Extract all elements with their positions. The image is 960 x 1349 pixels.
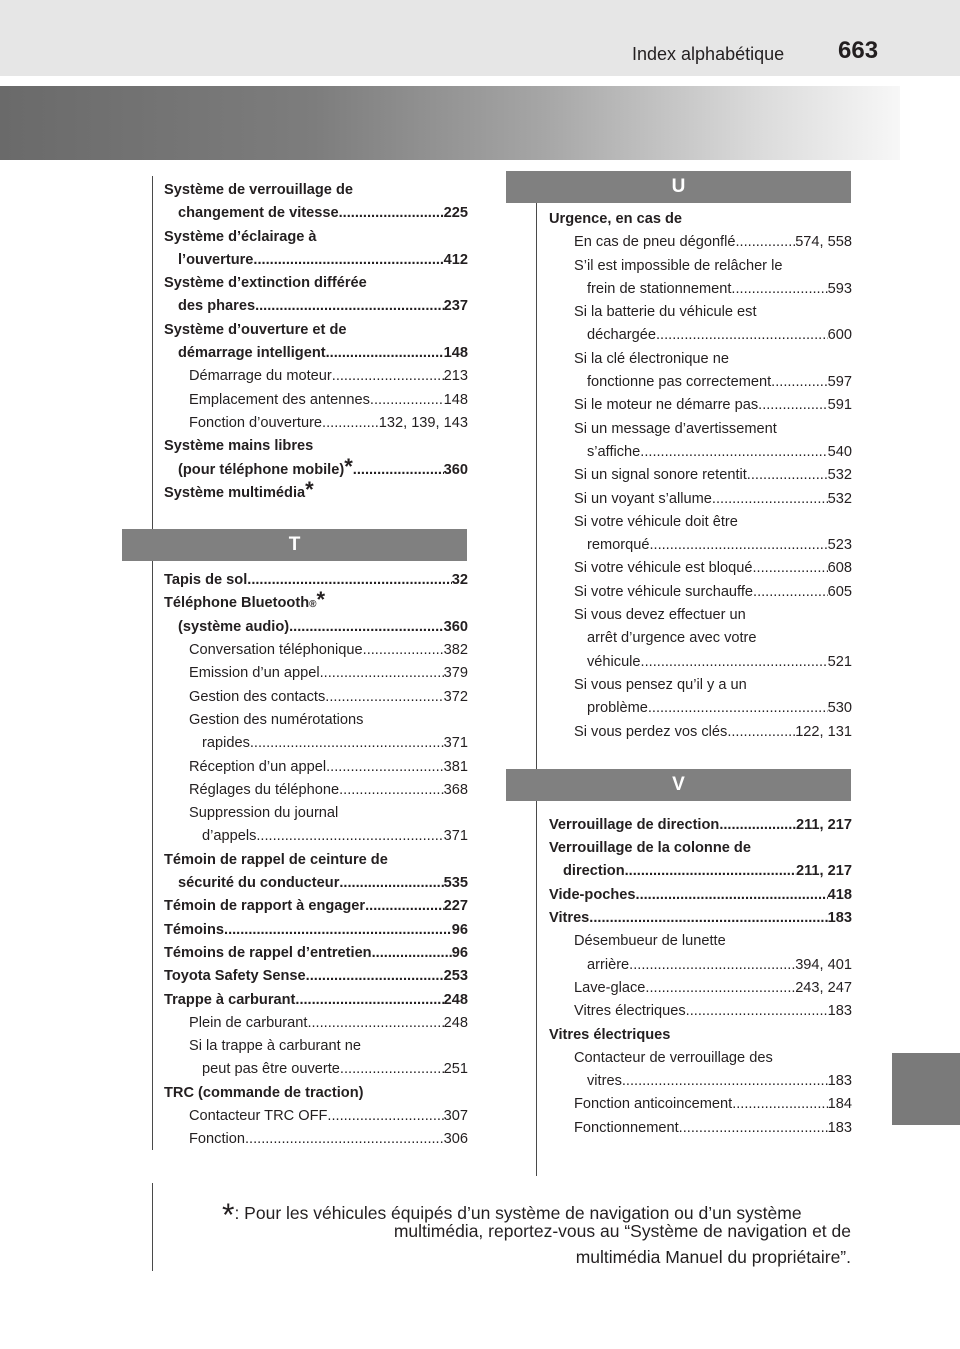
page-reference: 371 (443, 735, 468, 752)
dot-leader (747, 464, 828, 487)
index-column-right (549, 208, 852, 1140)
dot-leader (758, 394, 828, 417)
entry-label: arrière (587, 956, 630, 973)
index-entry (549, 1093, 852, 1116)
dot-leader (370, 389, 444, 412)
page-reference: 183 (827, 1119, 852, 1136)
page-reference: 183 (827, 910, 852, 927)
dot-leader (365, 895, 444, 918)
index-entry: Téléphone Bluetooth ® * (164, 592, 468, 615)
entry-label: Gestion des numérotations (189, 711, 364, 728)
index-entry (549, 814, 852, 837)
index-entry (549, 511, 852, 534)
entry-label: Toyota Safety Sense (164, 968, 306, 985)
entry-label: Plein de carburant (189, 1014, 308, 1031)
dot-leader (636, 884, 828, 907)
dot-leader (625, 860, 796, 883)
entry-label: (pour téléphone mobile) (178, 461, 345, 478)
index-entry (549, 464, 852, 487)
page-reference: 213 (443, 368, 468, 385)
dot-leader (327, 1105, 443, 1128)
page-reference: 600 (827, 327, 852, 344)
entry-label: Si votre véhicule est bloqué (574, 560, 753, 577)
entry-label: sécurité du conducteur (178, 875, 340, 892)
index-entry (549, 301, 852, 324)
entry-label: frein de stationnement (587, 280, 732, 297)
page-reference: 372 (443, 688, 468, 705)
dot-leader (224, 919, 452, 942)
entry-label: Verrouillage de la colonne de (549, 840, 751, 857)
dot-leader (256, 825, 443, 848)
index-entry (164, 732, 468, 755)
section-header-u: U (506, 171, 851, 203)
entry-label: arrêt d’urgence avec votre (587, 630, 757, 647)
index-entry (164, 965, 468, 988)
dot-leader (247, 569, 452, 592)
entry-label: Verrouillage de direction (549, 816, 720, 833)
index-entry (549, 977, 852, 1000)
entry-label: des phares (178, 298, 256, 315)
footnote-line-3: multimédia Manuel du propriétaire”. (575, 1247, 851, 1267)
index-entry (164, 849, 468, 872)
index-entry (549, 697, 852, 720)
page-reference: 96 (451, 921, 468, 938)
page-reference: 306 (443, 1131, 468, 1148)
index-entry: Système multimédia * (164, 482, 468, 505)
entry-label: Système de verrouillage de (164, 182, 353, 198)
dot-leader (322, 412, 379, 435)
entry-label: fonctionne pas correctement (587, 374, 772, 391)
page-reference: 248 (443, 1014, 468, 1031)
section-gap (549, 744, 852, 814)
index-entry (549, 1117, 852, 1140)
index-entry (549, 674, 852, 697)
entry-label: Si un signal sonore retentit (574, 467, 747, 484)
entry-label: Vitres électriques (574, 1003, 686, 1020)
entry-label: Si le moteur ne démarre pas (574, 397, 759, 414)
dot-leader (629, 954, 795, 977)
page-reference: 360 (443, 618, 468, 635)
entry-label: s’affiche (587, 443, 641, 460)
dot-leader (253, 249, 443, 272)
entry-label: Système d’éclairage à (164, 228, 317, 245)
page-reference: 96 (451, 944, 468, 961)
index-entry (164, 662, 468, 685)
index-entry (164, 1082, 468, 1105)
entry-label: déchargée (587, 327, 656, 344)
index-entry (164, 226, 468, 249)
index-entry (164, 319, 468, 342)
entry-label: Si un voyant s’allume (574, 490, 712, 507)
dot-leader (641, 651, 828, 674)
entry-label: Système mains libres (164, 438, 314, 455)
page-reference: 530 (827, 700, 852, 717)
page-reference: 148 (443, 391, 468, 408)
index-entry (164, 802, 468, 825)
entry-label: Vitres (549, 910, 590, 927)
entry-label: Témoin de rappel de ceinture de (164, 851, 388, 868)
entry-label: Gestion des contacts (189, 688, 326, 705)
dot-leader (295, 989, 443, 1012)
page-reference: 394, 401 (795, 956, 852, 973)
footnote-text-1: : Pour les véhicules équipés d’un système de navigation ou d’un système (234, 1203, 802, 1223)
index-entry (549, 651, 852, 674)
page-reference: 211, 217 (795, 863, 852, 880)
header-title: Index alphabétique (632, 44, 785, 64)
entry-label: changement de vitesse (178, 205, 339, 222)
index-entry (549, 627, 852, 650)
entry-label: (système audio) (178, 618, 290, 635)
entry-label: remorqué (587, 537, 650, 554)
page-reference: 371 (443, 828, 468, 845)
dot-leader (306, 965, 444, 988)
dot-leader (245, 1128, 444, 1151)
page-reference: 540 (827, 443, 852, 460)
dot-leader (727, 721, 795, 744)
entry-label: Contacteur de verrouillage des (574, 1049, 773, 1066)
index-entry (164, 1035, 468, 1058)
dot-leader (686, 1000, 828, 1023)
column-divider-left (152, 176, 153, 530)
index-entry (164, 1128, 468, 1151)
entry-label: Urgence, en cas de (549, 211, 683, 227)
index-entry (164, 412, 468, 435)
entry-label: Réception d’un appel (189, 758, 327, 775)
index-entry (164, 1105, 468, 1128)
entry-label: Fonction anticoincement (574, 1096, 733, 1113)
index-entry (549, 394, 852, 417)
index-entry (549, 231, 852, 254)
index-entry (164, 709, 468, 732)
dot-leader (326, 756, 444, 779)
index-entry (549, 324, 852, 347)
dot-leader (732, 1093, 827, 1116)
index-entry (549, 954, 852, 977)
index-entry (549, 884, 852, 907)
entry-label: véhicule (587, 653, 641, 670)
page-reference: 225 (443, 205, 468, 222)
index-entry: (pour téléphone mobile) * ..... 360 (164, 459, 468, 482)
entry-label: vitres (587, 1073, 622, 1090)
dot-leader (640, 441, 827, 464)
footnote-asterisk: * (222, 1197, 235, 1233)
entry-label: En cas de pneu dégonflé (574, 234, 736, 251)
entry-label: Vitres électriques (549, 1026, 671, 1043)
index-entry (164, 872, 468, 895)
dot-leader (645, 977, 795, 1000)
entry-label: Fonctionnement (574, 1119, 679, 1136)
dot-leader (719, 814, 796, 837)
page-reference: 132, 139, 143 (378, 414, 468, 431)
entry-label: Si la batterie du véhicule est (574, 304, 757, 321)
entry-label: Conversation téléphonique (189, 642, 363, 659)
page-reference: 605 (827, 583, 852, 600)
dot-leader (372, 942, 452, 965)
header-banner (0, 86, 900, 160)
page-reference: 523 (827, 537, 852, 554)
entry-label: Téléphone Bluetooth (164, 595, 310, 612)
entry-label: Fonction d’ouverture (189, 414, 323, 431)
dot-leader (589, 907, 827, 930)
dot-leader (307, 1012, 443, 1035)
entry-label: Témoins de rappel d’entretien (164, 944, 372, 961)
index-entry (549, 488, 852, 511)
entry-label: Emission d’un appel (189, 665, 320, 682)
entry-label: Réglages du téléphone (189, 781, 340, 798)
page-reference: 32 (451, 572, 468, 589)
index-entry (164, 365, 468, 388)
dot-leader (353, 459, 444, 482)
index-entry (164, 639, 468, 662)
index-column-left (164, 179, 468, 1152)
page-reference: 307 (443, 1107, 468, 1124)
index-entry (549, 930, 852, 953)
index-entry (549, 1070, 852, 1093)
section-gap (164, 505, 468, 569)
entry-label: S’il est impossible de relâcher le (574, 257, 783, 274)
page-reference: 412 (443, 251, 468, 268)
entry-label: Système d’ouverture et de (164, 321, 347, 338)
page-reference: 368 (443, 781, 468, 798)
page-reference: 521 (827, 653, 852, 670)
index-entry (164, 756, 468, 779)
index-entry (164, 989, 468, 1012)
dot-leader (332, 365, 444, 388)
entry-label: Vide-poches (549, 886, 636, 903)
index-entry (164, 616, 468, 639)
entry-label: Lave-glace (574, 979, 646, 996)
dot-leader (771, 371, 827, 394)
page-reference: 253 (443, 968, 468, 985)
entry-label: Contacteur TRC OFF (189, 1107, 328, 1124)
index-entry (549, 441, 852, 464)
section-header-v: V (506, 769, 851, 801)
dot-leader (339, 872, 443, 895)
entry-label: Si vous perdez vos clés (574, 723, 728, 740)
index-entry (549, 1047, 852, 1070)
index-entry (549, 907, 852, 930)
index-entry (164, 895, 468, 918)
index-entry (549, 418, 852, 441)
page-reference: 381 (443, 758, 468, 775)
page-reference: 418 (827, 886, 852, 903)
entry-label: démarrage intelligent (178, 345, 326, 362)
index-entry (164, 919, 468, 942)
dot-leader (735, 231, 795, 254)
footnote-divider (152, 1183, 153, 1271)
entry-label: d’appels (202, 828, 257, 845)
index-entry (549, 860, 852, 883)
index-entry (164, 779, 468, 802)
dot-leader (679, 1117, 828, 1140)
dot-leader (752, 557, 827, 580)
index-entry (164, 435, 468, 458)
page-reference: 532 (827, 467, 852, 484)
dot-leader (649, 534, 827, 557)
index-entry (164, 686, 468, 709)
page-reference: 591 (827, 397, 852, 414)
entry-label: Si votre véhicule doit être (574, 513, 738, 530)
dot-leader (648, 697, 828, 720)
dot-leader (250, 732, 444, 755)
page-reference: 535 (443, 875, 468, 892)
index-entry (164, 295, 468, 318)
entry-label: Trappe à carburant (164, 991, 296, 1008)
entry-label: Système multimédia (164, 484, 306, 501)
page-reference: 360 (443, 461, 468, 478)
index-entry (164, 202, 468, 225)
index-entry (549, 1000, 852, 1023)
entry-label: Démarrage du moteur (189, 368, 332, 385)
dot-leader (320, 662, 444, 685)
index-entry (549, 581, 852, 604)
index-entry (164, 179, 468, 202)
header-bar (0, 0, 960, 76)
page-reference: 122, 131 (795, 723, 852, 740)
index-entry (164, 1058, 468, 1081)
dot-leader (326, 342, 444, 365)
entry-label: Si un message d’avertissement (574, 420, 777, 437)
footnote-line-2: multimédia, reportez-vous au “Système de navigation et de (393, 1221, 851, 1241)
page-reference: 183 (827, 1003, 852, 1020)
page-reference: 379 (443, 665, 468, 682)
page-reference: 574, 558 (795, 234, 852, 251)
entry-label: l’ouverture (178, 251, 254, 268)
dot-leader (339, 779, 444, 802)
dot-leader (325, 686, 443, 709)
index-entry (549, 348, 852, 371)
dot-leader (731, 278, 827, 301)
index-entry (164, 825, 468, 848)
page-reference: 248 (443, 991, 468, 1008)
entry-label: Si la trappe à carburant ne (189, 1038, 361, 1055)
entry-label: Témoin de rapport à engager (164, 898, 366, 915)
index-entry (549, 255, 852, 278)
dot-leader (289, 616, 444, 639)
entry-label: Désembueur de lunette (574, 933, 726, 950)
page-reference: 597 (827, 374, 852, 391)
index-entry (164, 249, 468, 272)
entry-label: Si vous devez effectuer un (574, 607, 746, 624)
column-divider-left-lower (152, 560, 153, 1150)
index-entry (549, 278, 852, 301)
section-header-t: T (122, 529, 467, 561)
index-entry (549, 1024, 852, 1047)
index-entry (164, 942, 468, 965)
page-reference: 184 (827, 1096, 852, 1113)
index-entry (164, 389, 468, 412)
page-reference: 211, 217 (795, 816, 852, 833)
dot-leader (339, 202, 444, 225)
entry-label: peut pas être ouverte (202, 1061, 340, 1078)
index-entry (549, 371, 852, 394)
dot-leader (363, 639, 444, 662)
entry-label: Tapis de sol (164, 572, 248, 589)
index-entry (549, 604, 852, 627)
entry-label: Suppression du journal (189, 805, 339, 822)
index-entry (549, 534, 852, 557)
entry-label: Témoins (164, 921, 225, 938)
dot-leader (340, 1058, 444, 1081)
entry-label: Fonction (189, 1131, 245, 1148)
entry-label: Emplacement des antennes (189, 391, 370, 408)
dot-leader (255, 295, 444, 318)
page-reference: 532 (827, 490, 852, 507)
dot-leader (622, 1070, 828, 1093)
chapter-tab (892, 1053, 960, 1125)
page-number: 663 (838, 37, 879, 64)
page-reference: 382 (443, 642, 468, 659)
index-entry (164, 272, 468, 295)
entry-label: direction (563, 863, 625, 880)
page-reference: 593 (827, 280, 852, 297)
page-reference: 251 (443, 1061, 468, 1078)
index-entry (164, 1012, 468, 1035)
index-entry (549, 208, 852, 231)
column-divider-center (536, 176, 537, 1176)
index-entry (164, 342, 468, 365)
entry-label: Si votre véhicule surchauffe (574, 583, 754, 600)
page-reference: 227 (443, 898, 468, 915)
index-entry (549, 837, 852, 860)
page-reference: 608 (827, 560, 852, 577)
dot-leader (753, 581, 828, 604)
entry-label: Système d’extinction différée (164, 275, 367, 292)
page-reference: 183 (827, 1073, 852, 1090)
index-entry (164, 569, 468, 592)
page-reference: 243, 247 (795, 979, 852, 996)
entry-label: Si la clé électronique ne (574, 350, 729, 367)
index-entry (549, 721, 852, 744)
page-reference: 148 (443, 345, 468, 362)
entry-label: Si vous pensez qu’il y a un (574, 676, 747, 693)
entry-label: TRC (commande de traction) (164, 1084, 364, 1101)
entry-label: problème (587, 700, 648, 717)
entry-label: rapides (202, 735, 250, 752)
page-reference: 237 (443, 298, 468, 315)
index-entry (549, 557, 852, 580)
dot-leader (712, 488, 828, 511)
dot-leader (656, 324, 828, 347)
